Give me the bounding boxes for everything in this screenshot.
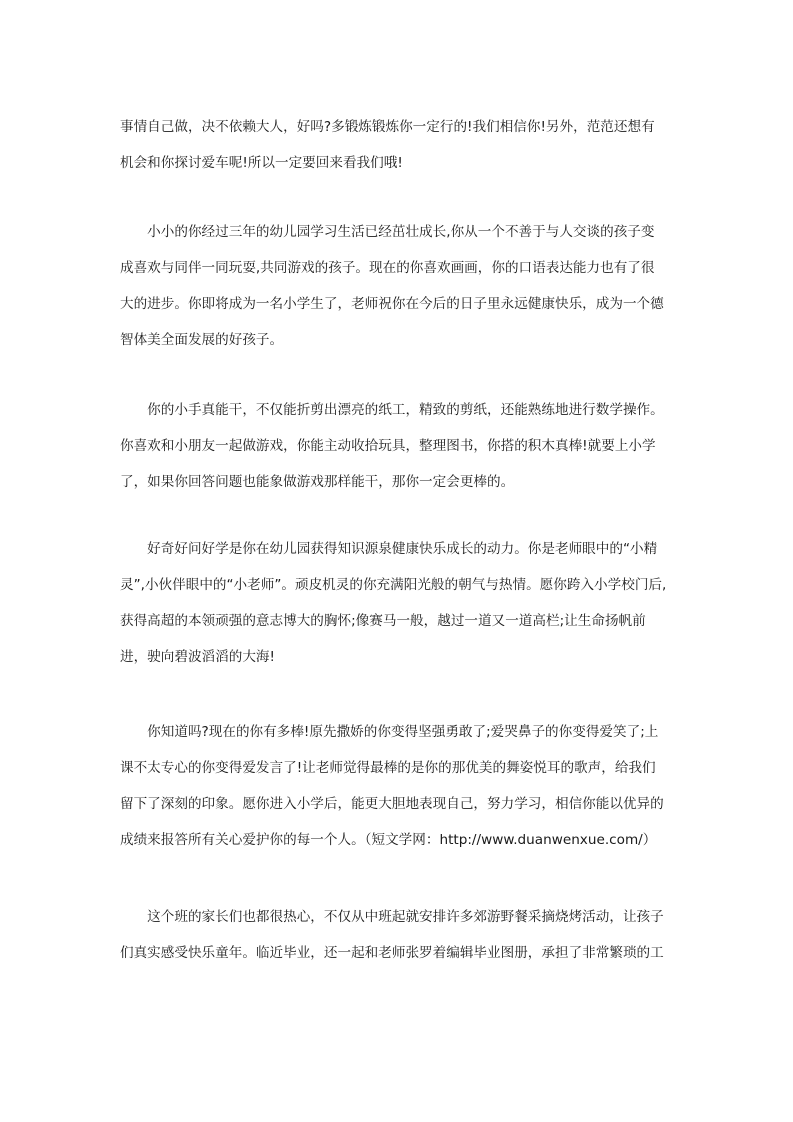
paragraph-1: [120, 117, 680, 189]
text-line: 事情自己做，决不依赖大人，好吗?多锻炼锻炼你一定行的!我们相信你!另外，范范还想有: [120, 119, 655, 135]
text-line: 留下了深刻的印象。愿你进入小学后，能更大胆地表现自己，努力学习，相信你能以优异的: [120, 796, 664, 812]
text-line: 你喜欢和小朋友一起做游戏，你能主动收拾玩具，整理图书，你搭的积木真棒!就要上小学: [120, 438, 656, 454]
text-line: 灵”,小伙伴眼中的“小老师”。顽皮机灵的你充满阳光般的朝气与热情。愿你跨入小学校门后,: [120, 577, 667, 593]
text-line: 智体美全面发展的好孩子。: [120, 332, 284, 348]
text-line: 获得高超的本领顽强的意志博大的胸怀;像赛马一般，越过一道又一道高栏;让生命扬帆前: [120, 613, 646, 629]
text-line: 你知道吗?现在的你有多棒!原先撒娇的你变得坚强勇敢了;爱哭鼻子的你变得爱笑了;上: [120, 724, 659, 740]
text-line: 大的进步。你即将成为一名小学生了，老师祝你在今后的日子里永远健康快乐，成为一个德: [120, 296, 664, 312]
text-line: 好奇好问好学是你在幼儿园获得知识源泉健康快乐成长的动力。你是老师眼中的“小精: [120, 541, 658, 557]
text-line: 们真实感受快乐童年。临近毕业，还一起和老师张罗着编辑毕业图册，承担了非常繁琐的工: [120, 945, 664, 961]
text-line: 进，驶向碧波滔滔的大海!: [120, 649, 275, 665]
text-line: 成喜欢与同伴一同玩耍,共同游戏的孩子。现在的你喜欢画画，你的口语表达能力也有了很: [120, 260, 655, 276]
text-line: 课不太专心的你变得爱发言了!让老师觉得最棒的是你的那优美的舞姿悦耳的歌声，给我们: [120, 760, 656, 776]
paragraph-3: [120, 400, 680, 508]
text-line: 这个班的家长们也都很热心，不仅从中班起就安排许多郊游野餐采摘烧烤活动，让孩子: [120, 909, 664, 925]
paragraph-2: [120, 222, 680, 366]
text-line: 成绩来报答所有关心爱护你的每一个人。（短文学网：http://www.duanwenxue.com/）: [120, 832, 657, 848]
text-line: 小小的你经过三年的幼儿园学习生活已经茁壮成长,你从一个不善于与人交谈的孩子变: [120, 224, 655, 240]
text-line: 你的小手真能干，不仅能折剪出漂亮的纸工，精致的剪纸，还能熟练地进行数学操作。: [120, 402, 664, 418]
paragraph-6: [120, 907, 680, 979]
paragraph-5: [120, 722, 680, 866]
text-line: 机会和你探讨爱车呢!所以一定要回来看我们哦!: [120, 155, 403, 171]
paragraph-4: [120, 539, 680, 683]
text-line: 了，如果你回答问题也能象做游戏那样能干，那你一定会更棒的。: [120, 474, 515, 490]
